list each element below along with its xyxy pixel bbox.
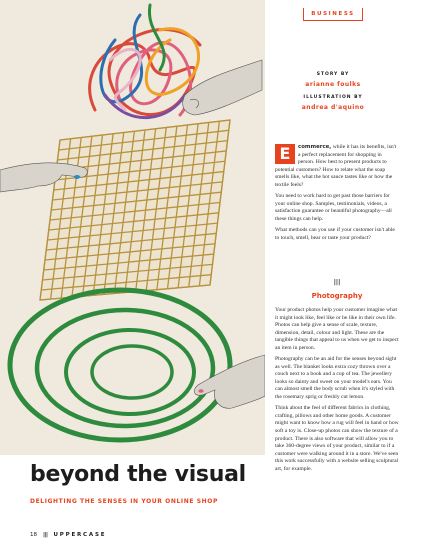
author-name: arianne foulks xyxy=(305,81,361,88)
lead-in: commerce, xyxy=(298,144,332,150)
paragraph-6: Think about the feel of different fabrics in clothing, crafting, pillows and other home goods. A customer might want to know how a rug will feel in hand or how soft a toy is. Close-up photos can show the texture of a product. There is also software that will allow you to take 360-degree views of your product, similar to if a customer were walking around it in a store. We've seen this work successfully with a website selling sculptural art, for example. xyxy=(275,405,399,472)
golden-mesh xyxy=(40,120,230,300)
folio-divider: ||| xyxy=(43,532,48,538)
intro-text: while it has its benefits, isn't a perfect replacement for shopping in person. How best to present products to potential customers? How to relate what the soap smells like, what the hot sauce tastes like or how the textile feels? xyxy=(275,144,397,188)
paragraph-3: What methods can you use if your customer isn't able to touch, smell, hear or taste your product? xyxy=(275,226,395,241)
story-label: STORY BY xyxy=(316,72,350,77)
article-deck: DELIGHTING THE SENSES IN YOUR ONLINE SHOP xyxy=(30,498,218,505)
drop-cap: E xyxy=(275,144,295,164)
illustrator-name: andrea d'aquino xyxy=(301,104,365,111)
illustration-label: ILLUSTRATION BY xyxy=(303,95,363,100)
article-intro xyxy=(275,144,399,246)
magazine-name: UPPERCASE xyxy=(53,532,107,538)
paragraph-5: Photography can be an aid for the senses beyond sight as well. The blanket looks extra cozy thrown over a couch next to a book and a cup of tea. The jewellery looks so dainty and sweet on your model's ears. You can almost smell the body scrub when it's styled with the rosemary sprig or freshly cut lemon. xyxy=(275,356,397,401)
section-divider: ||| xyxy=(333,279,341,286)
section-tag: BUSINESS xyxy=(303,8,363,21)
paragraph-2: You need to work hard to get past those barriers for your online shop. Samples, testimonials, videos, a satisfaction guarantee or beautiful photography—all these things can help. xyxy=(275,193,392,222)
article-body xyxy=(275,307,399,477)
article-headline: beyond the visual xyxy=(30,462,246,487)
paragraph-4: Your product photos help your customer imagine what it might look like, feel like or be like in their own life. Photos can help give a sense of scale, texture, dimension, detail, colour and light. These are the tangible things that appeal to us when we get to inspect an item in person. xyxy=(275,307,399,351)
green-rope-circles xyxy=(10,290,230,440)
intro-paragraph xyxy=(275,144,399,190)
subhead-photography: Photography xyxy=(311,292,363,300)
page-number: 18 xyxy=(30,532,37,538)
page-folio xyxy=(30,530,106,540)
